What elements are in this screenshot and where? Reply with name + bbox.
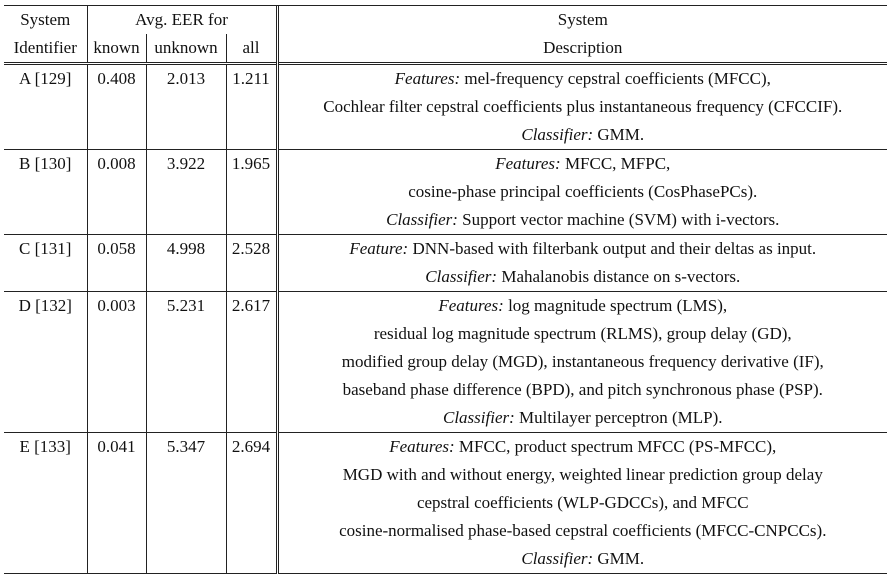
header-identifier: Identifier: [4, 34, 87, 64]
eer-known: 0.041: [87, 433, 146, 574]
description-label: Classifier:: [386, 210, 458, 229]
description-text: Cochlear filter cepstral coefficients plus instantaneous frequency (CFCCIF).: [323, 97, 843, 116]
description-label: Features:: [389, 437, 455, 456]
description-text: modified group delay (MGD), instantaneous frequency derivative (IF),: [341, 352, 824, 371]
eer-all: 2.617: [226, 292, 277, 433]
description-line: [279, 461, 888, 489]
table-row: [4, 433, 887, 574]
description-line: [279, 263, 888, 291]
eer-results-table: [4, 6, 887, 574]
description-text: baseband phase difference (BPD), and pitch synchronous phase (PSP).: [342, 380, 823, 399]
header-desc: System: [557, 10, 608, 29]
description-line: [279, 235, 888, 263]
description-label: Feature:: [349, 239, 409, 258]
header-row-1: [4, 6, 887, 34]
description-line: [279, 121, 888, 149]
system-description: [277, 235, 887, 292]
eer-all: 2.694: [226, 433, 277, 574]
eer-known: 0.003: [87, 292, 146, 433]
description-line: [279, 320, 888, 348]
header-row-2: [4, 34, 887, 64]
header-system: System: [4, 6, 87, 34]
description-line: [279, 178, 888, 206]
header-description: Description: [543, 38, 623, 57]
table-row: [4, 235, 887, 292]
description-line: [279, 489, 888, 517]
description-text: GMM.: [593, 549, 645, 568]
eer-unknown: 5.231: [146, 292, 226, 433]
eer-known: 0.008: [87, 150, 146, 235]
header-known: known: [87, 34, 146, 64]
eer-unknown: 3.922: [146, 150, 226, 235]
eer-unknown: 2.013: [146, 64, 226, 150]
description-label: Classifier:: [521, 549, 594, 568]
description-line: [279, 348, 888, 376]
eer-all: 1.211: [226, 64, 277, 150]
eer-all: 2.528: [226, 235, 277, 292]
eer-all: 1.965: [226, 150, 277, 235]
table-row: [4, 64, 887, 150]
system-description: [277, 292, 887, 433]
description-line: [279, 206, 888, 234]
description-label: Features:: [438, 296, 504, 315]
system-identifier: A [129]: [4, 64, 87, 150]
description-text: Mahalanobis distance on s-vectors.: [497, 267, 741, 286]
description-text: MFCC, MFPC,: [560, 154, 671, 173]
header-eer-group: Avg. EER for: [87, 6, 277, 34]
description-label: Features:: [495, 154, 561, 173]
description-line: [279, 292, 888, 320]
header-unknown: unknown: [146, 34, 226, 64]
description-line: [279, 93, 888, 121]
description-text: cepstral coefficients (WLP-GDCCs), and MFCC: [416, 493, 749, 512]
description-label: Classifier:: [521, 125, 594, 144]
description-text: log magnitude spectrum (LMS),: [503, 296, 728, 315]
header-all: all: [226, 34, 277, 64]
description-line: [279, 150, 888, 178]
description-text: MFCC, product spectrum MFCC (PS-MFCC),: [454, 437, 777, 456]
system-description: [277, 150, 887, 235]
description-text: Support vector machine (SVM) with i-vectors.: [457, 210, 780, 229]
eer-known: 0.408: [87, 64, 146, 150]
system-description: [277, 433, 887, 574]
description-text: cosine-phase principal coefficients (CosPhasePCs).: [408, 182, 758, 201]
description-label: Classifier:: [443, 408, 515, 427]
system-identifier: B [130]: [4, 150, 87, 235]
system-identifier: E [133]: [4, 433, 87, 574]
description-text: Multilayer perceptron (MLP).: [514, 408, 723, 427]
description-line: [279, 545, 888, 573]
description-line: [279, 65, 888, 93]
description-text: GMM.: [593, 125, 645, 144]
description-line: [279, 517, 888, 545]
system-description: [277, 64, 887, 150]
description-text: mel-frequency cepstral coefficients (MFCC),: [460, 69, 771, 88]
eer-unknown: 5.347: [146, 433, 226, 574]
description-text: cosine-normalised phase-based cepstral coefficients (MFCC-CNPCCs).: [339, 521, 827, 540]
table-row: [4, 292, 887, 433]
description-text: DNN-based with filterbank output and their deltas as input.: [408, 239, 817, 258]
eer-unknown: 4.998: [146, 235, 226, 292]
description-line: [279, 376, 888, 404]
description-text: residual log magnitude spectrum (RLMS), group delay (GD),: [373, 324, 792, 343]
description-line: [279, 404, 888, 432]
description-label: Classifier:: [425, 267, 498, 286]
description-line: [279, 433, 888, 461]
description-label: Features:: [394, 69, 461, 88]
system-identifier: D [132]: [4, 292, 87, 433]
description-text: MGD with and without energy, weighted linear prediction group delay: [342, 465, 823, 484]
table-row: [4, 150, 887, 235]
eer-known: 0.058: [87, 235, 146, 292]
system-identifier: C [131]: [4, 235, 87, 292]
